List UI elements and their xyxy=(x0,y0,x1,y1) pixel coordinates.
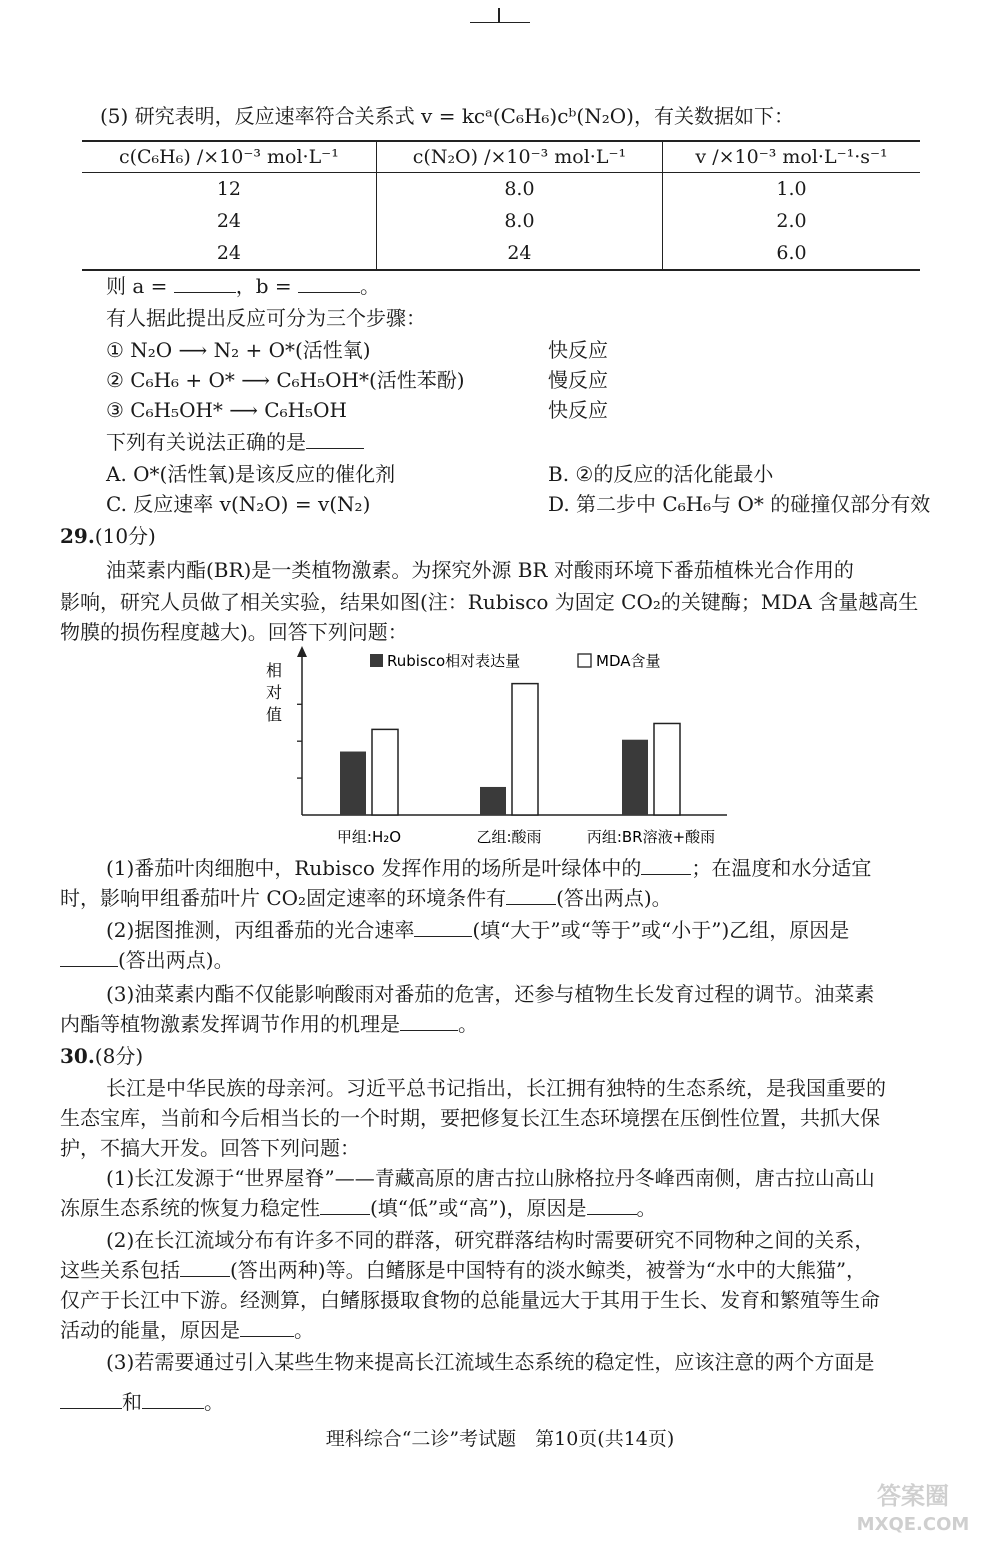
y-axis-label-char: 值 xyxy=(265,705,283,724)
q30-sub3-blank-2[interactable] xyxy=(142,1388,204,1409)
table-cell: 12 xyxy=(216,178,241,200)
bar-mda xyxy=(512,684,538,815)
q30-sub1-text: 。 xyxy=(636,1196,657,1220)
y-axis-arrow-icon xyxy=(297,646,307,657)
q30-sub2-line2 xyxy=(60,1256,866,1284)
q29-heading xyxy=(60,522,156,550)
q30-sub3-blank-1[interactable] xyxy=(60,1388,122,1409)
q29-sub1-text: 时，影响甲组番茄叶片 CO₂固定速率的环境条件有 xyxy=(60,886,507,910)
option-a: A. O*(活性氧)是该反应的催化剂 xyxy=(106,462,396,486)
q30-sub1-text: 冻原生态系统的恢复力稳定性 xyxy=(60,1196,320,1220)
q30-sub1-line2 xyxy=(60,1194,657,1222)
table-cell: 1.0 xyxy=(663,173,920,206)
table-row xyxy=(82,237,920,270)
q30-number: 30. xyxy=(60,1044,95,1068)
q30-sub1-line1: (1)长江发源于“世界屋脊”——青藏高原的唐古拉山脉格拉丹冬峰西南侧，唐古拉山高山 xyxy=(106,1166,875,1190)
q30-sub2-text: 活动的能量，原因是 xyxy=(60,1318,240,1342)
q30-para-line: 护，不搞大开发。回答下列问题： xyxy=(60,1136,360,1160)
category-label: 甲组:H₂O xyxy=(336,828,402,846)
q29-sub1-blank-1[interactable] xyxy=(641,854,691,875)
q30-para-line: 长江是中华民族的母亲河。习近平总书记指出，长江拥有独特的生态系统，是我国重要的 xyxy=(106,1076,886,1100)
page-footer: 理科综合“二诊”考试题 第10页(共14页) xyxy=(325,1428,675,1450)
bar-mda xyxy=(372,729,398,815)
table-cell: 24 xyxy=(216,210,241,232)
q30-sub3-text: 。 xyxy=(204,1390,224,1414)
page-top-mark xyxy=(470,8,530,24)
step-1-equation: ① N₂O ⟶ N₂ + O*(活性氧) xyxy=(106,338,371,362)
q30-sub2-text: 这些关系包括 xyxy=(60,1258,180,1282)
q29-sub1-text: ；在温度和水分适宜 xyxy=(691,856,872,880)
legend-mda-swatch xyxy=(578,654,591,667)
answer-end: 。 xyxy=(360,274,381,298)
q30-sub2-line3: 仅产于长江中下游。经测算，白鳍豚摄取食物的总能量远大于其用于生长、发育和繁殖等生命 xyxy=(60,1288,880,1312)
q29-sub3-text: 。 xyxy=(458,1012,478,1036)
q29-para-line: 物膜的损伤程度越大)。回答下列问题： xyxy=(60,620,408,644)
table-cell: 6.0 xyxy=(663,237,920,270)
option-d: D. 第二步中 C₆H₆与 O* 的碰撞仅部分有效 xyxy=(548,492,931,516)
q29-sub1-text: (1)番茄叶肉细胞中，Rubisco 发挥作用的场所是叶绿体中的 xyxy=(106,856,642,880)
q28-question-line xyxy=(106,428,364,456)
q30-sub1-text: (填“低”或“高”)，原因是 xyxy=(370,1196,587,1220)
answer-prefix: 则 a = xyxy=(106,274,168,298)
q28-answer-blank[interactable] xyxy=(306,428,364,449)
answer-mid: ，b = xyxy=(235,274,292,298)
step-2-speed: 慢反应 xyxy=(548,368,608,392)
q30-sub2-line1: (2)在长江流域分布有许多不同的群落，研究群落结构时需要研究不同物种之间的关系， xyxy=(106,1228,875,1252)
q30-sub2-blank-1[interactable] xyxy=(180,1256,230,1277)
top-rule xyxy=(470,22,530,23)
bar-chart xyxy=(262,640,742,852)
step-2-equation: ② C₆H₆ + O* ⟶ C₆H₅OH*(活性苯酚) xyxy=(106,368,465,392)
q30-sub3-line2 xyxy=(60,1388,224,1416)
q30-score: (8分) xyxy=(94,1044,144,1068)
step-1-speed: 快反应 xyxy=(548,338,608,362)
q30-sub1-blank-2[interactable] xyxy=(587,1194,637,1215)
q29-sub2-line2 xyxy=(60,946,234,974)
steps-intro: 有人据此提出反应可分为三个步骤： xyxy=(106,306,426,330)
q30-sub3-text: 和 xyxy=(122,1390,142,1414)
q28-5-intro: (5) 研究表明，反应速率符合关系式 v = kcᵃ(C₆H₆)cᵇ(N₂O)，有关数据如下： xyxy=(100,104,794,128)
step-3-speed: 快反应 xyxy=(548,398,608,422)
category-label: 乙组:酸雨 xyxy=(476,828,542,846)
answer-blank-b[interactable] xyxy=(298,272,360,293)
q29-para-line: 影响，研究人员做了相关实验，结果如图(注：Rubisco 为固定 CO₂的关键酶；MDA 含量越高生 xyxy=(60,590,919,614)
bar-rubisco xyxy=(340,752,366,815)
table-cell: 8.0 xyxy=(376,205,662,237)
table-cell: 2.0 xyxy=(663,205,920,237)
q29-sub3-text: 内酯等植物激素发挥调节作用的机理是 xyxy=(60,1012,400,1036)
q29-score: (10分) xyxy=(94,524,156,548)
table-cell: 24 xyxy=(376,237,662,270)
legend-rubisco-swatch xyxy=(370,654,383,667)
option-b: B. ②的反应的活化能最小 xyxy=(548,462,774,486)
q29-para-line: 油菜素内酯(BR)是一类植物激素。为探究外源 BR 对酸雨环境下番茄植株光合作用的 xyxy=(106,558,854,582)
q30-sub2-blank-2[interactable] xyxy=(240,1316,294,1337)
table-header: c(C₆H₆) /×10⁻³ mol·L⁻¹ xyxy=(82,141,376,173)
answer-line-ab xyxy=(106,272,380,300)
q29-sub3-blank[interactable] xyxy=(400,1010,458,1031)
q30-sub3-line1: (3)若需要通过引入某些生物来提高长江流域生态系统的稳定性，应该注意的两个方面是 xyxy=(106,1350,875,1374)
y-axis-label-char: 相 xyxy=(265,661,283,680)
category-label: 丙组:BR溶液+酸雨 xyxy=(586,828,716,846)
q29-sub2-text: (填“大于”或“等于”或“小于”)乙组，原因是 xyxy=(472,918,850,942)
top-tick xyxy=(498,8,500,22)
q30-sub2-line4 xyxy=(60,1316,314,1344)
q29-sub2-text: (2)据图推测，丙组番茄的光合速率 xyxy=(106,918,415,942)
y-axis-label-char: 对 xyxy=(265,683,283,702)
table-cell: 8.0 xyxy=(376,173,662,206)
watermark-logo xyxy=(838,1478,988,1538)
answer-blank-a[interactable] xyxy=(174,272,236,293)
bar-rubisco xyxy=(622,740,648,815)
q29-sub2-line1 xyxy=(106,916,849,944)
q29-sub1-text: (答出两点)。 xyxy=(556,886,672,910)
table-row xyxy=(82,205,920,237)
legend-rubisco-label: Rubisco相对表达量 xyxy=(387,652,521,670)
q29-sub1-line1 xyxy=(106,854,871,882)
q29-number: 29. xyxy=(60,524,95,548)
q30-sub1-blank-1[interactable] xyxy=(320,1194,370,1215)
q28-question: 下列有关说法正确的是 xyxy=(106,430,306,454)
q30-sub2-text: 。 xyxy=(294,1318,314,1342)
table-header: c(N₂O) /×10⁻³ mol·L⁻¹ xyxy=(376,141,662,173)
q29-sub2-blank-2[interactable] xyxy=(60,946,118,967)
q30-heading xyxy=(60,1042,143,1070)
table-cell: 24 xyxy=(82,237,376,270)
q29-sub2-blank-1[interactable] xyxy=(414,916,472,937)
table-header: v /×10⁻³ mol·L⁻¹·s⁻¹ xyxy=(663,141,920,173)
watermark-text: 答案圈 xyxy=(877,1482,949,1510)
legend-mda-label: MDA含量 xyxy=(596,652,661,670)
q30-para-line: 生态宝库，当前和今后相当长的一个时期，要把修复长江生态环境摆在压倒性位置，共抓大保 xyxy=(60,1106,880,1130)
table-row xyxy=(82,173,920,206)
option-c: C. 反应速率 v(N₂O) = v(N₂) xyxy=(106,492,371,516)
q29-sub3-line1: (3)油菜素内酯不仅能影响酸雨对番茄的危害，还参与植物生长发育过程的调节。油菜素 xyxy=(106,982,875,1006)
bar-rubisco xyxy=(480,787,506,815)
q30-sub2-text: (答出两种)等。白鳍豚是中国特有的淡水鲸类，被誉为“水中的大熊猫”， xyxy=(230,1258,867,1282)
bar-mda xyxy=(654,723,680,815)
q29-sub1-blank-2[interactable] xyxy=(506,884,556,905)
q29-sub2-text: (答出两点)。 xyxy=(118,948,234,972)
rate-data-table xyxy=(82,140,920,271)
q29-sub3-line2 xyxy=(60,1010,478,1038)
q29-sub1-line2 xyxy=(60,884,672,912)
watermark-text: MXQE.COM xyxy=(856,1514,970,1535)
step-3-equation: ③ C₆H₅OH* ⟶ C₆H₅OH xyxy=(106,398,347,422)
